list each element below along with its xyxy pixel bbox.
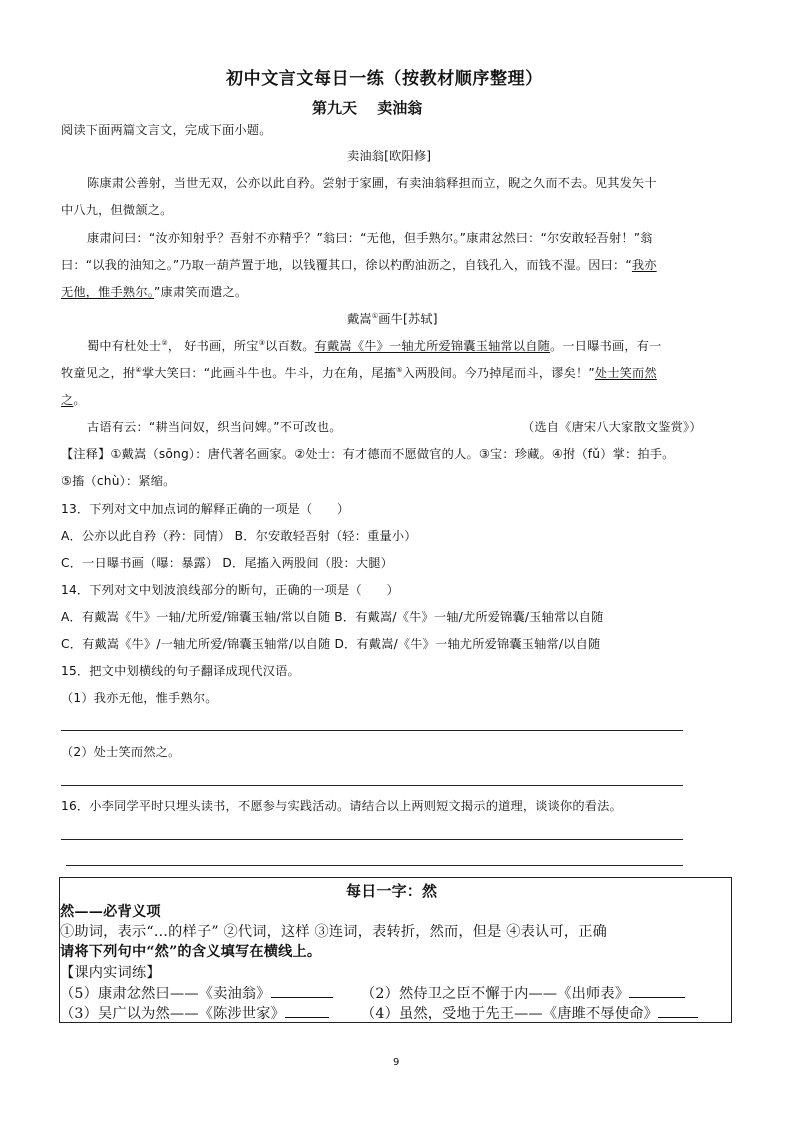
question-13-options-ab: A．公亦以此自矜（矜：同情） B．尔安敢轻吾射（轻：重量小） [61,529,417,543]
fill-blank[interactable] [658,1003,698,1018]
text-two-line3: 之。 [61,393,86,407]
text-two-heading: 戴嵩①画牛[苏轼] [347,311,438,326]
text-one-p1-line1: 陈康肃公善射，当世无双，公亦以此自矜。尝射于家圃，有卖油翁释担而立，睨之久而不去。见其发矢十 [87,176,657,190]
practice-label: 【课内实词练】 [60,965,161,981]
practice-item-2: （2）然侍卫之臣不懈于内——《出师表》 [361,983,685,1003]
answer-line[interactable] [61,785,683,786]
underlined-sentence: 我亦 [631,258,657,272]
question-15-item-1: （1）我亦无他，惟手熟尔。 [61,691,218,705]
daily-word-title: 每日一字：然 [346,882,438,900]
question-13-options-cd: C．一日曝书画（曝：暴露） D．尾搐入两股间（股：大腿） [61,556,394,570]
fill-blank[interactable] [629,983,685,998]
notes-line2: ⑤搐（chù）：紧缩。 [61,474,176,488]
question-14: 14．下列对文中划波浪线部分的断句，正确的一项是（ ） [61,583,399,597]
question-16: 16．小李同学平时只埋头读书，不愿参与实践活动。请结合以上两则短文揭示的道理，谈谈你的看法。 [61,799,622,813]
answer-line[interactable] [61,730,683,731]
underlined-sentence: 之 [61,393,74,407]
fill-blank[interactable] [285,1003,329,1018]
question-15: 15．把文中划横线的句子翻译成现代汉语。 [61,664,300,678]
fill-blank[interactable] [271,983,333,998]
lesson-subtitle: 第九天 卖油翁 [312,99,423,117]
question-14-options-ab: A．有戴嵩《牛》一轴/尤所爱/锦囊玉轴/常以自随 B．有戴嵩/《牛》一轴/尤所爱锦囊/玉轴常以自随 [61,610,604,624]
text-one-p2-line2: 曰：“以我的油知之。”乃取一葫芦置于地，以钱覆其口，徐以杓酌油沥之，自钱孔入，而钱不湿。因曰：“我亦 [61,258,657,272]
daily-word-instruction: 请将下列句中“然”的含义填写在横线上。 [60,944,322,960]
answer-line[interactable] [61,839,683,840]
daily-word-meanings: ①助词，表示“…的样子” ②代词，这样 ③连词，表转折，然而，但是 ④表认可，正确 [60,924,607,940]
instruction: 阅读下面两篇文言文，完成下面小题。 [61,123,272,137]
underlined-sentence: 处士笑而然 [594,366,657,380]
text-one-p2-line3: 无他，惟手熟尔。”康肃笑而遣之。 [61,285,248,299]
practice-item-3: （3）吴广以为然——《陈涉世家》 [60,1003,329,1023]
text-one-p1-line2: 中八九，但微颔之。 [61,203,173,217]
daily-word-subtitle: 然——必背义项 [60,904,161,920]
practice-item-4: （4）虽然，受地于先王——《唐雎不辱使命》 [361,1003,698,1023]
question-15-item-2: （2）处士笑而然之。 [61,745,181,759]
answer-line[interactable] [66,865,683,866]
text-one-p2-line1: 康肃问曰：“汝亦知射乎？吾射不亦精乎？”翁曰：“无他，但手熟尔。”康肃忿然曰：“尔安敢轻吾射！”翁 [87,231,653,245]
text-two-line2: 牧童见之，拊④掌大笑曰：“此画斗牛也。牛斗，力在角，尾搐⑤入两股间。今乃掉尾而斗，谬矣！”处士笑而然 [61,365,657,380]
underlined-sentence: 无他，惟手熟尔。 [61,285,154,299]
text-two-line1: 蜀中有杜处士②， 好书画，所宝③以百数。有戴嵩《牛》一轴尤所爱锦囊玉轴常以自随。一日曝书画，有一 [87,338,662,353]
text-one-heading: 卖油翁[欧阳修] [347,149,432,163]
source-citation: （选自《唐宋八大家散文鉴赏》） [522,420,702,434]
page-number: 9 [393,1057,400,1068]
notes-line1: 【注释】①戴嵩（sōng）：唐代著名画家。②处士：有才德而不愿做官的人。③宝：珍藏。④拊（fǔ）掌：拍手。 [61,447,675,461]
wavy-underlined-sentence: 有戴嵩《牛》一轴尤所爱锦囊玉轴常以自随 [314,339,551,353]
question-14-options-cd: C．有戴嵩《牛》/一轴尤所爱/锦囊玉轴常/以自随 D．有戴嵩/《牛》一轴尤所爱锦囊玉轴常/以自随 [61,637,601,651]
practice-item-5: （5）康肃忿然曰——《卖油翁》 [60,983,333,1003]
text-two-line4: 古语有云：“耕当问奴，织当问婢。”不可改也。 [87,420,342,434]
page-title: 初中文言文每日一练（按教材顺序整理） [226,69,543,89]
question-13: 13．下列对文中加点词的解释正确的一项是（ ） [61,502,350,516]
